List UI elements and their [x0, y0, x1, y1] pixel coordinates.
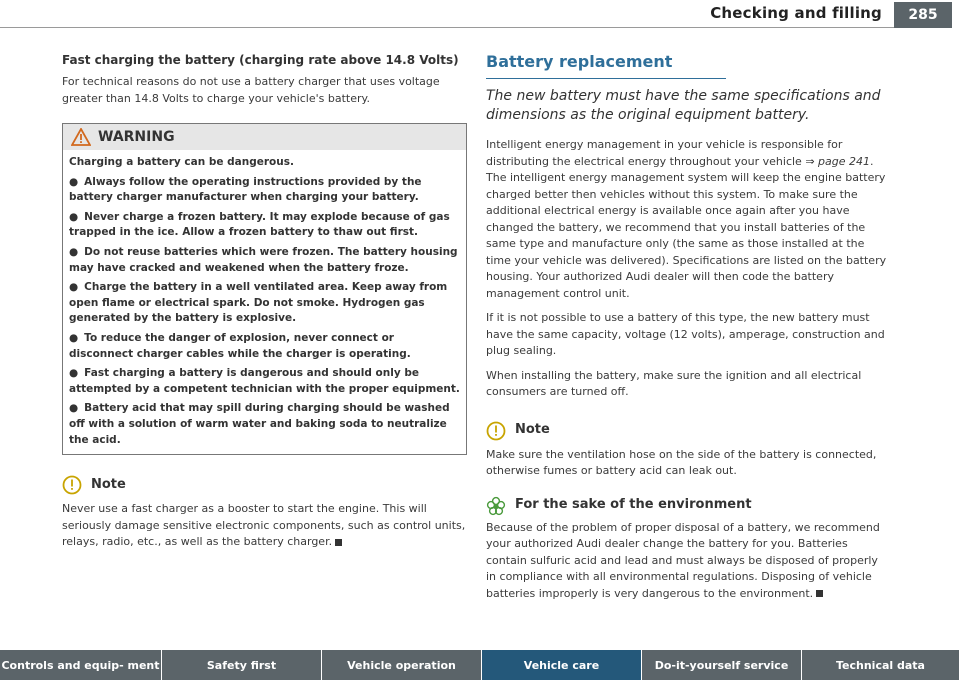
right-column — [486, 52, 888, 610]
tab-controls-and-equipment[interactable]: Controls and equip- ment — [0, 650, 162, 680]
environment-flower-icon — [486, 496, 506, 516]
environment-text: Because of the problem of proper disposal of a battery, we recommend your authorized Audi dealer change the battery for you. Batteries contain sulfuric acid and lead and must always be disposed of properly in compliance with all environmental regulations. Disposing of vehicle batteries improperly is very dangerous to the environment. — [486, 520, 880, 600]
section-title: Battery replacement — [486, 52, 673, 71]
warning-box — [62, 123, 467, 455]
tab-technical-data[interactable]: Technical data — [802, 650, 960, 680]
section-intro: The new battery must have the same specifications and dimensions as the original equipment battery. — [486, 88, 881, 123]
warning-triangle-icon — [71, 128, 91, 146]
tab-vehicle-care[interactable]: Vehicle care — [482, 650, 642, 680]
page-title: Checking and filling — [710, 4, 882, 22]
paragraph-installing: When installing the battery, make sure the ignition and all electrical consumers are turned off. — [486, 368, 862, 398]
header-rule — [0, 27, 910, 28]
left-column — [62, 52, 467, 559]
tab-safety-first[interactable]: Safety first — [162, 650, 322, 680]
environment-title: For the sake of the environment — [515, 497, 752, 513]
note-heading-right — [486, 421, 888, 441]
end-mark-icon — [335, 539, 342, 546]
warning-item: ● Battery acid that may spill during charging should be washed off with a solution of warm water and baking soda to neutralize the acid. — [69, 402, 450, 446]
fast-charging-text: For technical reasons do not use a battery charger that uses voltage greater than 14.8 Volts to charge your vehicle's battery. — [62, 75, 440, 105]
warning-body — [63, 150, 466, 454]
fast-charging-heading: Fast charging the battery (charging rate above 14.8 Volts) — [62, 53, 459, 67]
warning-item: ● Charge the battery in a well ventilated area. Keep away from open flame or electrical spark. Do not smoke. Hydrogen gas generated by the battery is explosive. — [69, 281, 448, 325]
note-heading — [62, 475, 467, 495]
tab-vehicle-operation[interactable]: Vehicle operation — [322, 650, 482, 680]
note-text: Never use a fast charger as a booster to start the engine. This will seriously damage sensitive electronic components, such as control units, relays, radio, etc., as well as the battery charger. — [62, 502, 466, 549]
warning-item: ● Never charge a frozen battery. It may explode because of gas trapped in the ice. Allow a frozen battery to thaw out first. — [69, 210, 450, 239]
tab-do-it-yourself-service[interactable]: Do-it-yourself service — [642, 650, 802, 680]
page-number: 285 — [894, 2, 952, 28]
warning-title: WARNING — [98, 128, 175, 145]
warning-lead: Charging a battery can be dangerous. — [69, 156, 294, 168]
page-reference[interactable]: ⇒ page 241 — [805, 154, 871, 168]
note-title: Note — [91, 476, 126, 492]
note-circle-icon — [62, 475, 82, 495]
note-text-right: Make sure the ventilation hose on the side of the battery is connected, otherwise fumes or battery acid can leak out. — [486, 447, 877, 477]
warning-item: ● Fast charging a battery is dangerous and should only be attempted by a competent technician with the proper equipment. — [69, 367, 460, 395]
warning-item: ● Always follow the operating instructions provided by the battery charger manufacturer when charging your battery. — [69, 175, 422, 204]
environment-heading — [486, 496, 888, 516]
section-rule — [486, 78, 726, 79]
warning-item: ● To reduce the danger of explosion, never connect or disconnect charger cables while the charger is operating. — [69, 331, 411, 360]
note-circle-icon — [486, 421, 506, 441]
note-title: Note — [515, 422, 550, 438]
paragraph-energy: Intelligent energy management in your vehicle is responsible for distributing the electrical energy throughout your vehicle ⇒ page 241. The intelligent energy management system will keep the engine battery charged better then vehicles without this system. To make sure the additional electrical energy is available once again after you have changed the battery, we recommend that you install batteries of the same type and manufacture only (the same as those installed at the time your vehicle was delivered). Specifications are listed on the battery housing. Your authorized Audi dealer will then code the battery management control unit. — [486, 138, 887, 300]
footer-nav — [0, 650, 960, 680]
paragraph-alternative: If it is not possible to use a battery of this type, the new battery must have the same capacity, voltage (12 volts), amperage, construction and plug sealing. — [486, 311, 885, 357]
warning-item: ● Do not reuse batteries which were frozen. The battery housing may have cracked and weakened when the battery froze. — [69, 245, 458, 274]
end-mark-icon — [816, 590, 823, 597]
warning-header — [63, 124, 466, 150]
